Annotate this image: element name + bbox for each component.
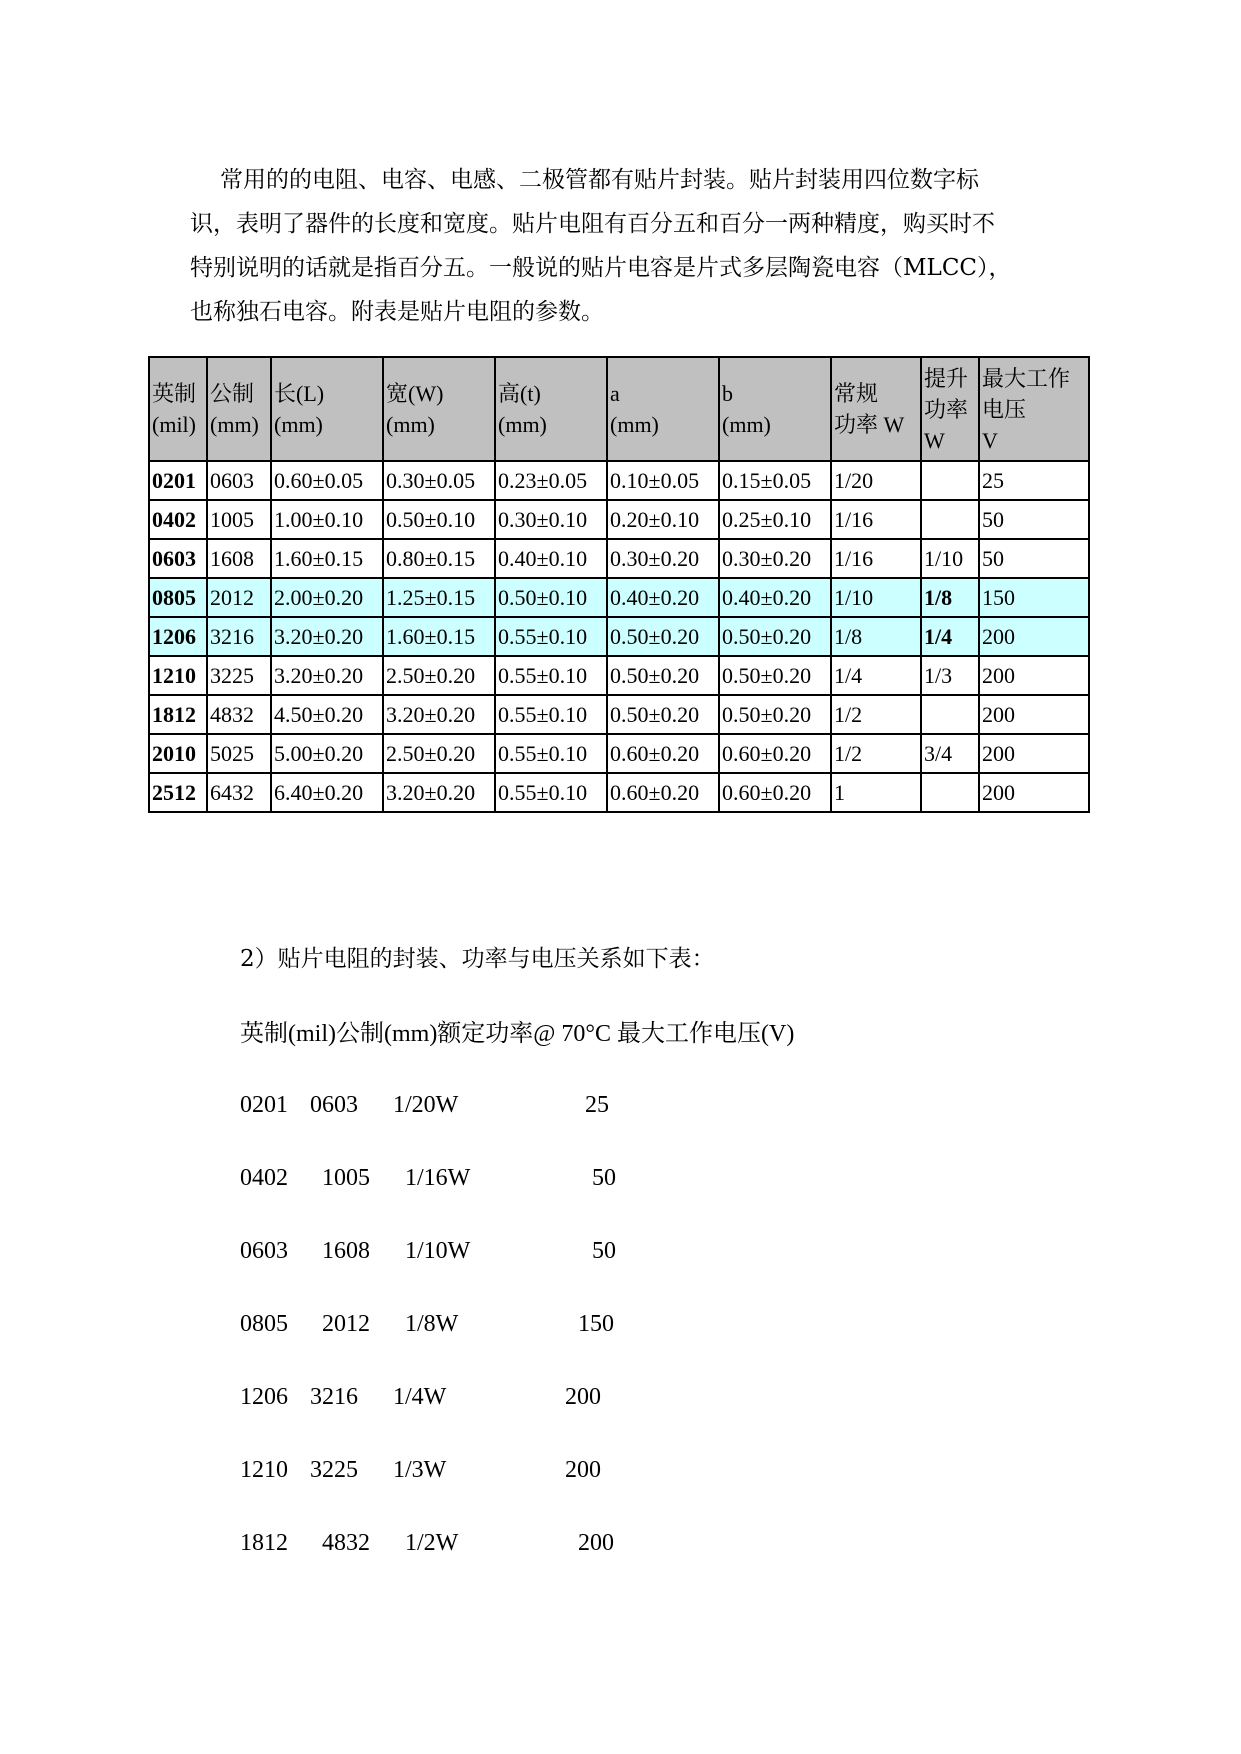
table-cell: 1.00±0.10 [271,500,383,539]
table-header-cell [921,357,979,461]
header-text: a [610,381,620,406]
table-cell: 1/8 [921,578,979,617]
header-text: (mm) [386,412,435,437]
package-code-cell: 0805 [149,578,207,617]
table-row [149,461,1089,500]
table-cell: 0.10±0.05 [607,461,719,500]
package-code-cell: 0201 [149,461,207,500]
section2-cell: 25 [585,1092,609,1118]
intro-line: 常用的的电阻、电容、电感、二极管都有贴片封装。贴片封装用四位数字标 [220,167,979,193]
table-cell: 2.50±0.20 [383,734,495,773]
table-cell: 0.50±0.10 [383,500,495,539]
table-header-cell [383,357,495,461]
package-code-cell: 0402 [149,500,207,539]
section2-cell: 0805 [240,1311,288,1337]
table-header-cell [719,357,831,461]
table-cell: 0.23±0.05 [495,461,607,500]
table-cell: 2.00±0.20 [271,578,383,617]
table-cell: 1608 [207,539,271,578]
table-header-cell [831,357,921,461]
package-code-cell: 0603 [149,539,207,578]
table-cell: 2012 [207,578,271,617]
header-text: 公制 [210,381,255,406]
header-text: (mm) [498,412,547,437]
package-code-cell: 2512 [149,773,207,812]
table-header-cell [979,357,1089,461]
table-cell: 25 [979,461,1089,500]
table-cell: 200 [979,695,1089,734]
table-row [149,734,1089,773]
package-code-cell: 2010 [149,734,207,773]
table-cell: 0.25±0.10 [719,500,831,539]
table-cell: 1.60±0.15 [271,539,383,578]
section2-cell: 1812 [240,1530,288,1556]
section2-cell: 150 [578,1311,614,1337]
table-cell: 1 [831,773,921,812]
table-header-cell [271,357,383,461]
section2-cell: 50 [592,1165,616,1191]
section2-cell: 1/3W [393,1457,447,1483]
table-cell [921,695,979,734]
table-cell: 4832 [207,695,271,734]
table-cell: 50 [979,539,1089,578]
section2-row [0,1311,1241,1341]
section2-cell: 1210 [240,1457,288,1483]
table-cell: 3225 [207,656,271,695]
table-row [149,656,1089,695]
table-cell: 6432 [207,773,271,812]
table-cell: 0.50±0.20 [607,656,719,695]
table-cell: 1/10 [921,539,979,578]
table-cell: 1/2 [831,734,921,773]
header-text: 常规 [834,381,879,406]
table-cell: 4.50±0.20 [271,695,383,734]
table-cell: 200 [979,734,1089,773]
table-cell: 0.55±0.10 [495,695,607,734]
section2-row [0,1530,1241,1560]
section2-cell: 1/4W [393,1384,447,1410]
header-text: 提升 [924,365,969,391]
section2-cell: 1005 [322,1165,370,1191]
intro-paragraph [190,158,1070,334]
table-row [149,617,1089,656]
table-cell: 3.20±0.20 [383,773,495,812]
section2-cell: 4832 [322,1530,370,1556]
table-cell: 1/8 [831,617,921,656]
header-text: 宽(W) [386,381,444,406]
header-text: 功率 W [834,412,905,437]
table-cell: 3.20±0.20 [271,617,383,656]
section2-cell: 1/10W [405,1238,471,1264]
package-code-cell: 1206 [149,617,207,656]
header-text: V [982,427,998,453]
section2-row [0,1457,1241,1487]
table-row [149,539,1089,578]
table-cell: 0.55±0.10 [495,773,607,812]
header-text: (mm) [722,412,771,437]
table-cell: 1.60±0.15 [383,617,495,656]
table-cell: 1/20 [831,461,921,500]
resistor-spec-table [148,356,1090,813]
table-cell: 0.30±0.10 [495,500,607,539]
section2-row [0,1384,1241,1414]
table-cell [921,461,979,500]
table-cell: 3.20±0.20 [383,695,495,734]
table-cell: 2.50±0.20 [383,656,495,695]
section2-cell: 3216 [310,1384,358,1410]
section2-cell: 1608 [322,1238,370,1264]
table-cell: 0.40±0.20 [607,578,719,617]
table-cell: 0.50±0.20 [607,695,719,734]
section2-row [0,1092,1241,1122]
table-body [149,461,1089,812]
table-cell: 0.30±0.05 [383,461,495,500]
table-cell: 0.40±0.20 [719,578,831,617]
table-cell [921,773,979,812]
table-cell: 0.55±0.10 [495,734,607,773]
table-cell: 1/4 [831,656,921,695]
section2-cell: 1/2W [405,1530,459,1556]
table-cell: 0.60±0.20 [719,773,831,812]
section2-cell: 1/16W [405,1165,471,1191]
table-header-cell [607,357,719,461]
table-row [149,695,1089,734]
table-cell: 0.15±0.05 [719,461,831,500]
table-cell: 1/2 [831,695,921,734]
header-text: (mm) [210,412,259,437]
table-cell: 200 [979,617,1089,656]
table-cell: 6.40±0.20 [271,773,383,812]
table-cell: 200 [979,773,1089,812]
section2-cell: 0603 [310,1092,358,1118]
table-cell: 0.30±0.20 [719,539,831,578]
table-cell: 0.60±0.20 [719,734,831,773]
package-code-cell: 1210 [149,656,207,695]
header-text: 最大工作 [982,365,1071,391]
section2-cell: 0603 [240,1238,288,1264]
section2-cell: 2012 [322,1311,370,1337]
section2-row [0,1165,1241,1195]
table-cell: 1/10 [831,578,921,617]
table-cell: 3/4 [921,734,979,773]
section2-cell: 200 [578,1530,614,1556]
header-text: b [722,381,733,406]
table-cell: 0.40±0.10 [495,539,607,578]
header-text: (mil) [152,412,196,437]
table-cell: 200 [979,656,1089,695]
section2-cell: 200 [565,1384,601,1410]
table-cell: 0.50±0.20 [719,617,831,656]
header-text: 高(t) [498,381,541,406]
table-cell: 0.50±0.20 [607,617,719,656]
table-cell: 1005 [207,500,271,539]
table-header-cell [207,357,271,461]
header-text: 功率 [924,396,969,422]
table-cell: 0.30±0.20 [607,539,719,578]
section2-title: 2）贴片电阻的封装、功率与电压关系如下表： [240,946,715,972]
header-text: (mm) [274,412,323,437]
intro-line: 也称独石电容。附表是贴片电阻的参数。 [190,299,604,325]
table-cell: 0.55±0.10 [495,617,607,656]
table-cell: 0.60±0.20 [607,773,719,812]
table-cell: 1/3 [921,656,979,695]
table-cell: 0.20±0.10 [607,500,719,539]
table-cell: 1.25±0.15 [383,578,495,617]
header-text: 长(L) [274,381,325,406]
intro-line: 特别说明的话就是指百分五。一般说的贴片电容是片式多层陶瓷电容（MLCC）， [190,255,1012,281]
table-cell: 1/4 [921,617,979,656]
package-code-cell: 1812 [149,695,207,734]
table-cell: 0.50±0.20 [719,695,831,734]
table-cell: 0.80±0.15 [383,539,495,578]
section2-cell: 1206 [240,1384,288,1410]
table-cell [921,500,979,539]
table-header-cell [149,357,207,461]
section2-cell: 50 [592,1238,616,1264]
table-row [149,773,1089,812]
section2-cell: 0201 [240,1092,288,1118]
section2-cell: 0402 [240,1165,288,1191]
table-row [149,500,1089,539]
table-cell: 0.50±0.20 [719,656,831,695]
table-cell: 0.50±0.10 [495,578,607,617]
table-cell: 5.00±0.20 [271,734,383,773]
header-text: W [924,427,945,453]
header-text: (mm) [610,412,659,437]
table-cell: 3216 [207,617,271,656]
table-cell: 0.60±0.20 [607,734,719,773]
table-cell: 5025 [207,734,271,773]
table-cell: 150 [979,578,1089,617]
section2-cell: 3225 [310,1457,358,1483]
header-text: 电压 [982,396,1027,422]
section2-header: 英制(mil)公制(mm)额定功率@ 70°C 最大工作电压(V) [240,1021,795,1047]
intro-line: 识，表明了器件的长度和宽度。贴片电阻有百分五和百分一两种精度，购买时不 [190,211,995,237]
table-cell: 1/16 [831,539,921,578]
section2-cell: 1/8W [405,1311,459,1337]
table-cell: 0.60±0.05 [271,461,383,500]
header-text: 英制 [152,381,197,406]
section2-row [0,1238,1241,1268]
table-header-row [149,357,1089,461]
section2-cell: 1/20W [393,1092,459,1118]
table-cell: 50 [979,500,1089,539]
section2-cell: 200 [565,1457,601,1483]
table-header-cell [495,357,607,461]
table-cell: 0603 [207,461,271,500]
table-cell: 1/16 [831,500,921,539]
table-row [149,578,1089,617]
table-cell: 3.20±0.20 [271,656,383,695]
table-cell: 0.55±0.10 [495,656,607,695]
